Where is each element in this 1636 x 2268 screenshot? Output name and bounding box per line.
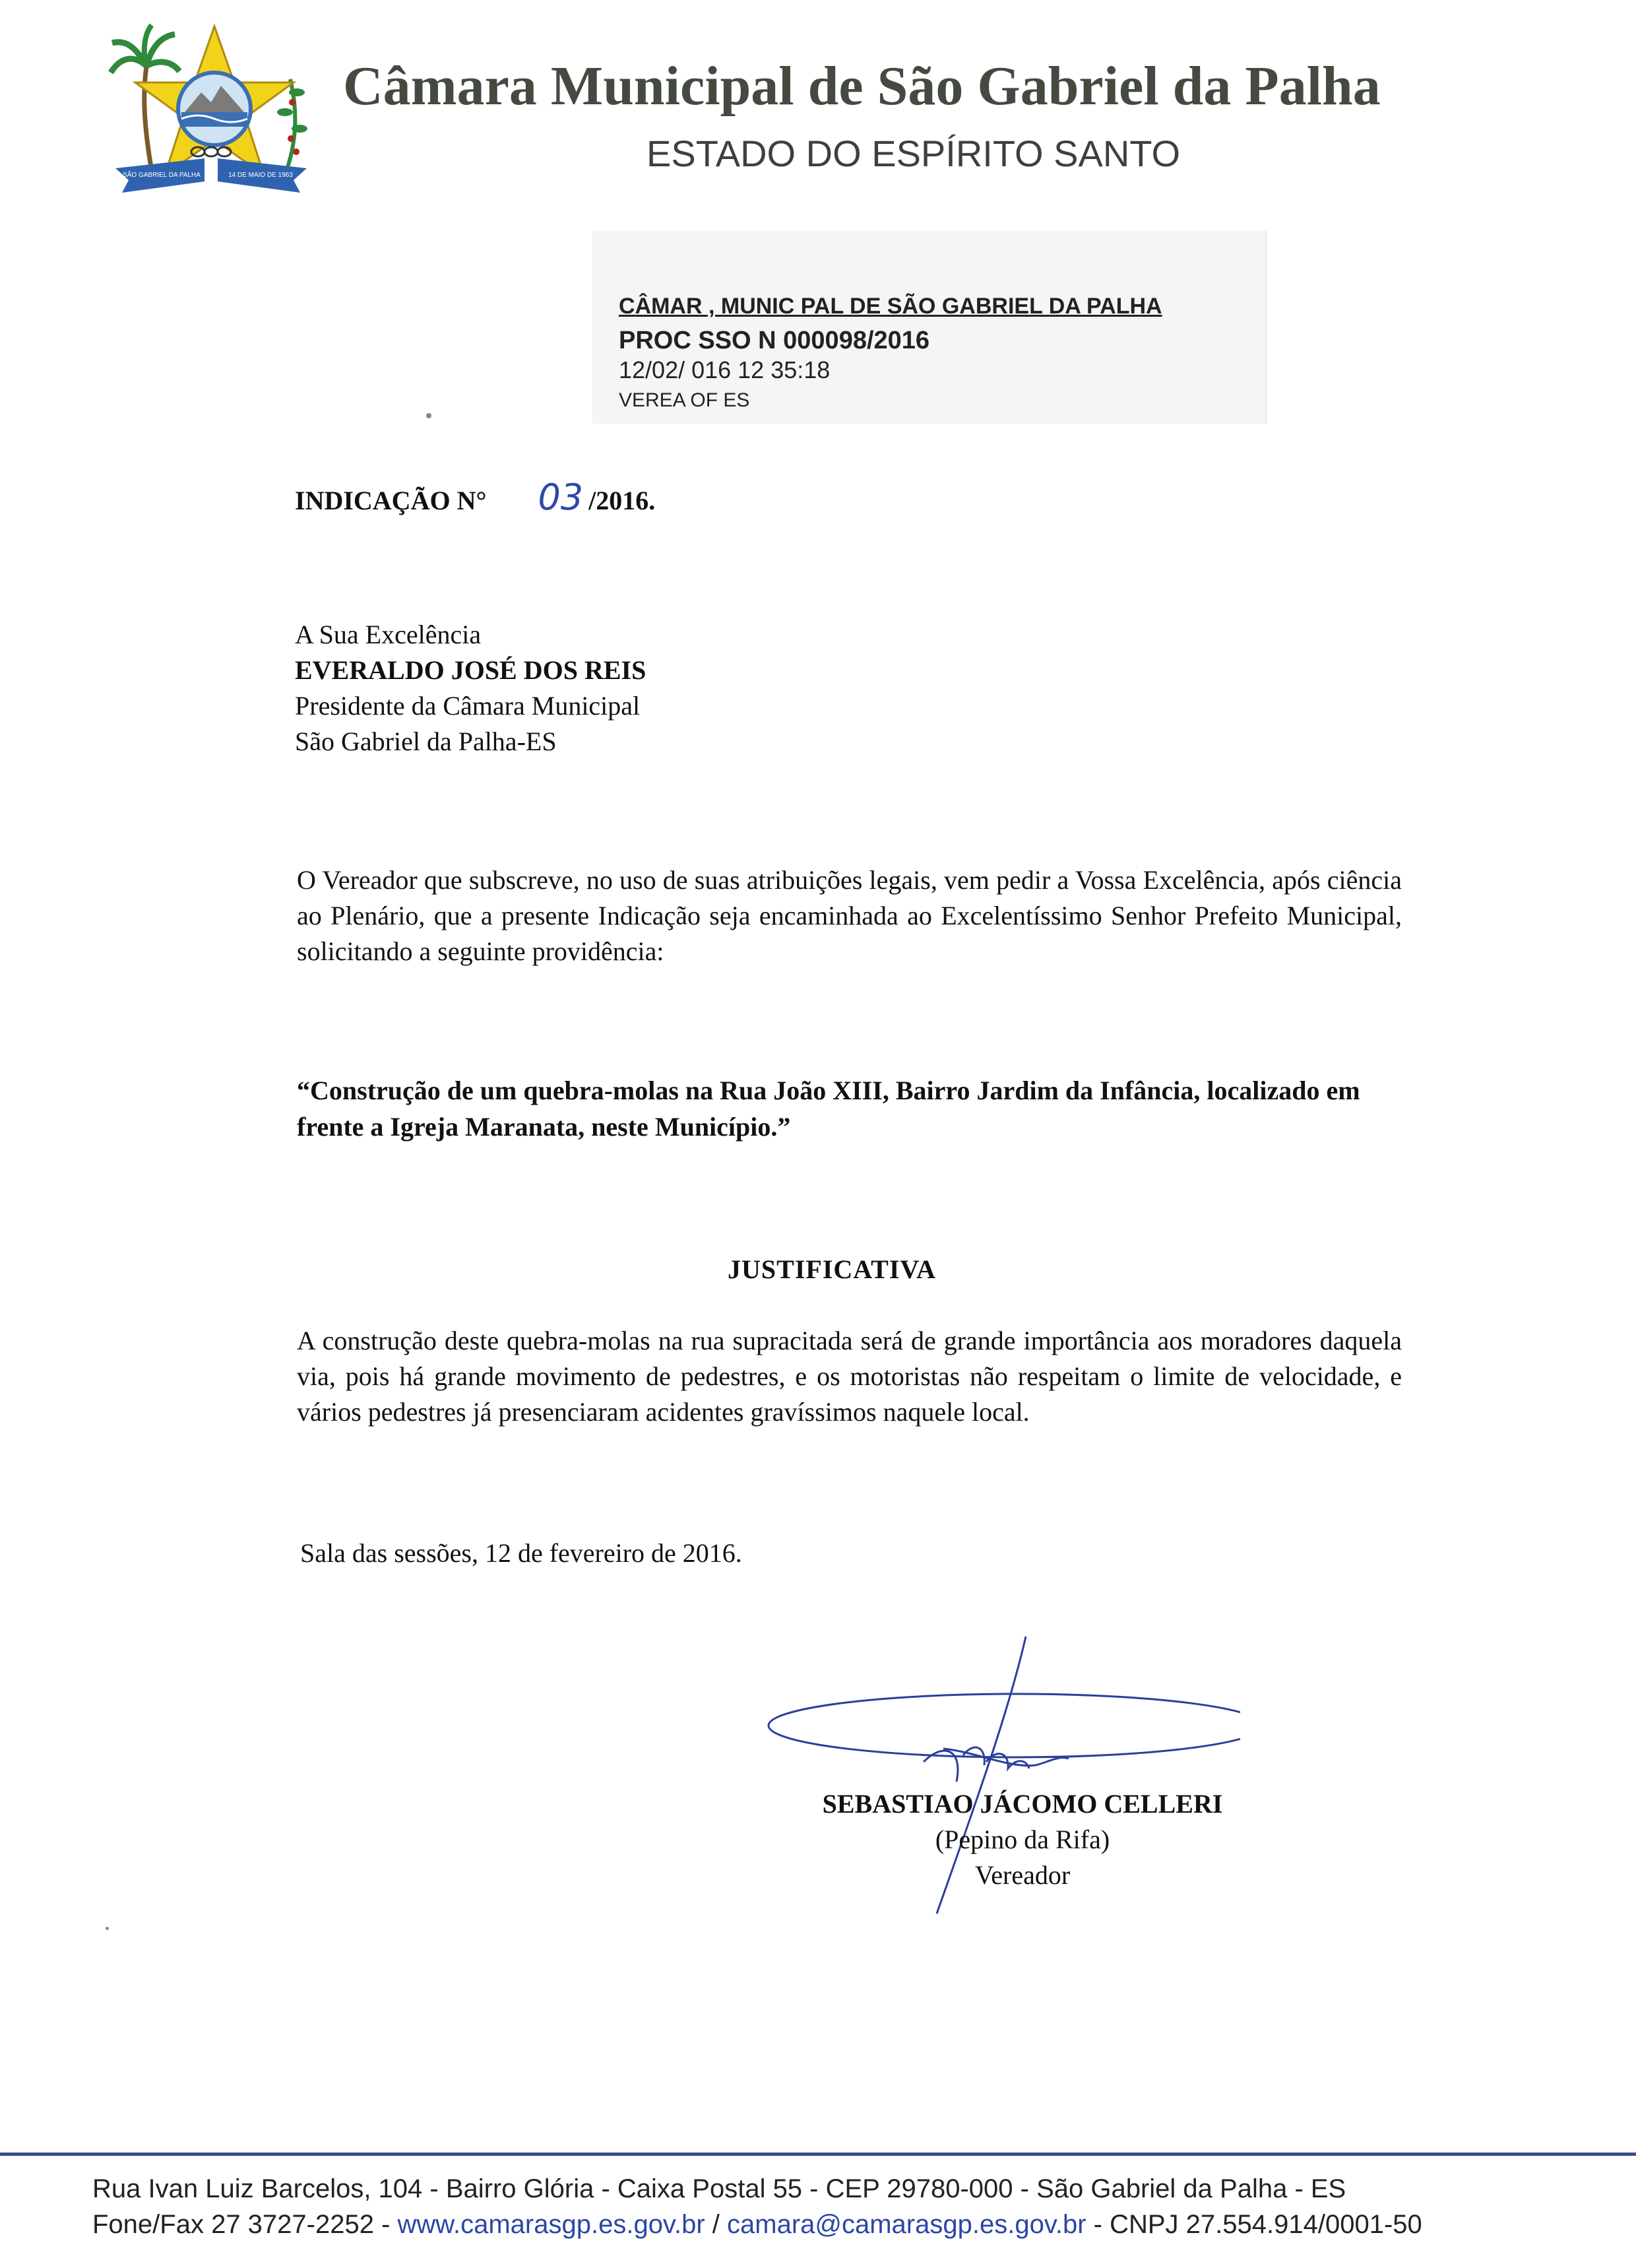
- indicacao-heading: [295, 476, 655, 518]
- addressee-role: Presidente da Câmara Municipal: [295, 691, 641, 721]
- intro-paragraph: O Vereador que subscreve, no uso de suas atribuições legais, vem pedir a Vossa Excelência, após ciência ao Plenário, que a presente Indicação seja encaminhada ao Excelentíssimo Senhor Prefeito Municipal, solicitando a seguinte providência:: [297, 865, 1402, 966]
- signer-block: [765, 1786, 1280, 1893]
- stamp-datetime: 12/02/ 016 12 35:18: [619, 356, 831, 383]
- footer-phone: Fone/Fax 27 3727-2252 -: [92, 2210, 398, 2239]
- stamp-process-number: PROC SSO N 000098/2016: [619, 327, 930, 354]
- signer-role: Vereador: [974, 1860, 1071, 1890]
- footer-contact-line: [92, 2207, 1422, 2242]
- footer-divider: [0, 2153, 1636, 2156]
- signer-nickname: (Pepino da Rifa): [935, 1825, 1110, 1854]
- indicacao-label: INDICAÇÃO N°: [295, 486, 487, 515]
- scan-speck: [106, 1927, 109, 1930]
- stamp-institution: CÂMAR , MUNIC PAL DE SÃO GABRIEL DA PALHA: [619, 294, 1162, 319]
- addressee-block: [295, 617, 646, 760]
- footer-block: [92, 2171, 1422, 2242]
- stamp-department: VEREA OF ES: [619, 389, 750, 411]
- addressee-name: EVERALDO JOSÉ DOS REIS: [295, 655, 646, 685]
- footer-address: Rua Ivan Luiz Barcelos, 104 - Bairro Glória - Caixa Postal 55 - CEP 29780-000 - São Gabriel da Palha - ES: [92, 2174, 1346, 2203]
- footer-website-link[interactable]: www.camarasgp.es.gov.br: [397, 2210, 705, 2239]
- ribbon-right-text: 14 DE MAIO DE 1963: [228, 172, 293, 179]
- closing-line: Sala das sessões, 12 de fevereiro de 2016.: [300, 1538, 742, 1568]
- indicacao-year: /2016.: [588, 486, 656, 515]
- addressee-city: São Gabriel da Palha-ES: [295, 727, 557, 756]
- handwritten-signature: [726, 1630, 1240, 1940]
- state-subtitle: ESTADO DO ESPÍRITO SANTO: [646, 133, 1181, 174]
- ribbon-left-text: SÃO GABRIEL DA PALHA: [123, 172, 201, 179]
- protocol-stamp: [592, 231, 1267, 424]
- coat-of-arms-logo: [106, 20, 317, 205]
- institution-title: Câmara Municipal de São Gabriel da Palha: [343, 55, 1381, 117]
- coffee-branch-icon: [277, 79, 307, 178]
- footer-email-link[interactable]: camara@camarasgp.es.gov.br: [727, 2210, 1086, 2239]
- salutation: A Sua Excelência: [295, 620, 482, 649]
- signer-name: SEBASTIAO JÁCOMO CELLERI: [822, 1789, 1223, 1819]
- indicacao-handwritten-number: 03: [538, 476, 584, 518]
- scan-speck: [426, 413, 431, 418]
- footer-separator: /: [705, 2210, 727, 2239]
- justification-heading: JUSTIFICATIVA: [728, 1254, 937, 1284]
- footer-cnpj: - CNPJ 27.554.914/0001-50: [1086, 2210, 1422, 2239]
- request-quote: “Construção de um quebra-molas na Rua João XIII, Bairro Jardim da Infância, localizado em frente a Igreja Maranata, neste Município.”: [297, 1076, 1360, 1142]
- justification-paragraph: A construção deste quebra-molas na rua supracitada será de grande importância aos moradores daquela via, pois há grande movimento de pedestres, e os motoristas não respeitam o limite de velocidade, e vários pedestres já presenciaram acidentes gravíssimos naquele local.: [297, 1326, 1402, 1427]
